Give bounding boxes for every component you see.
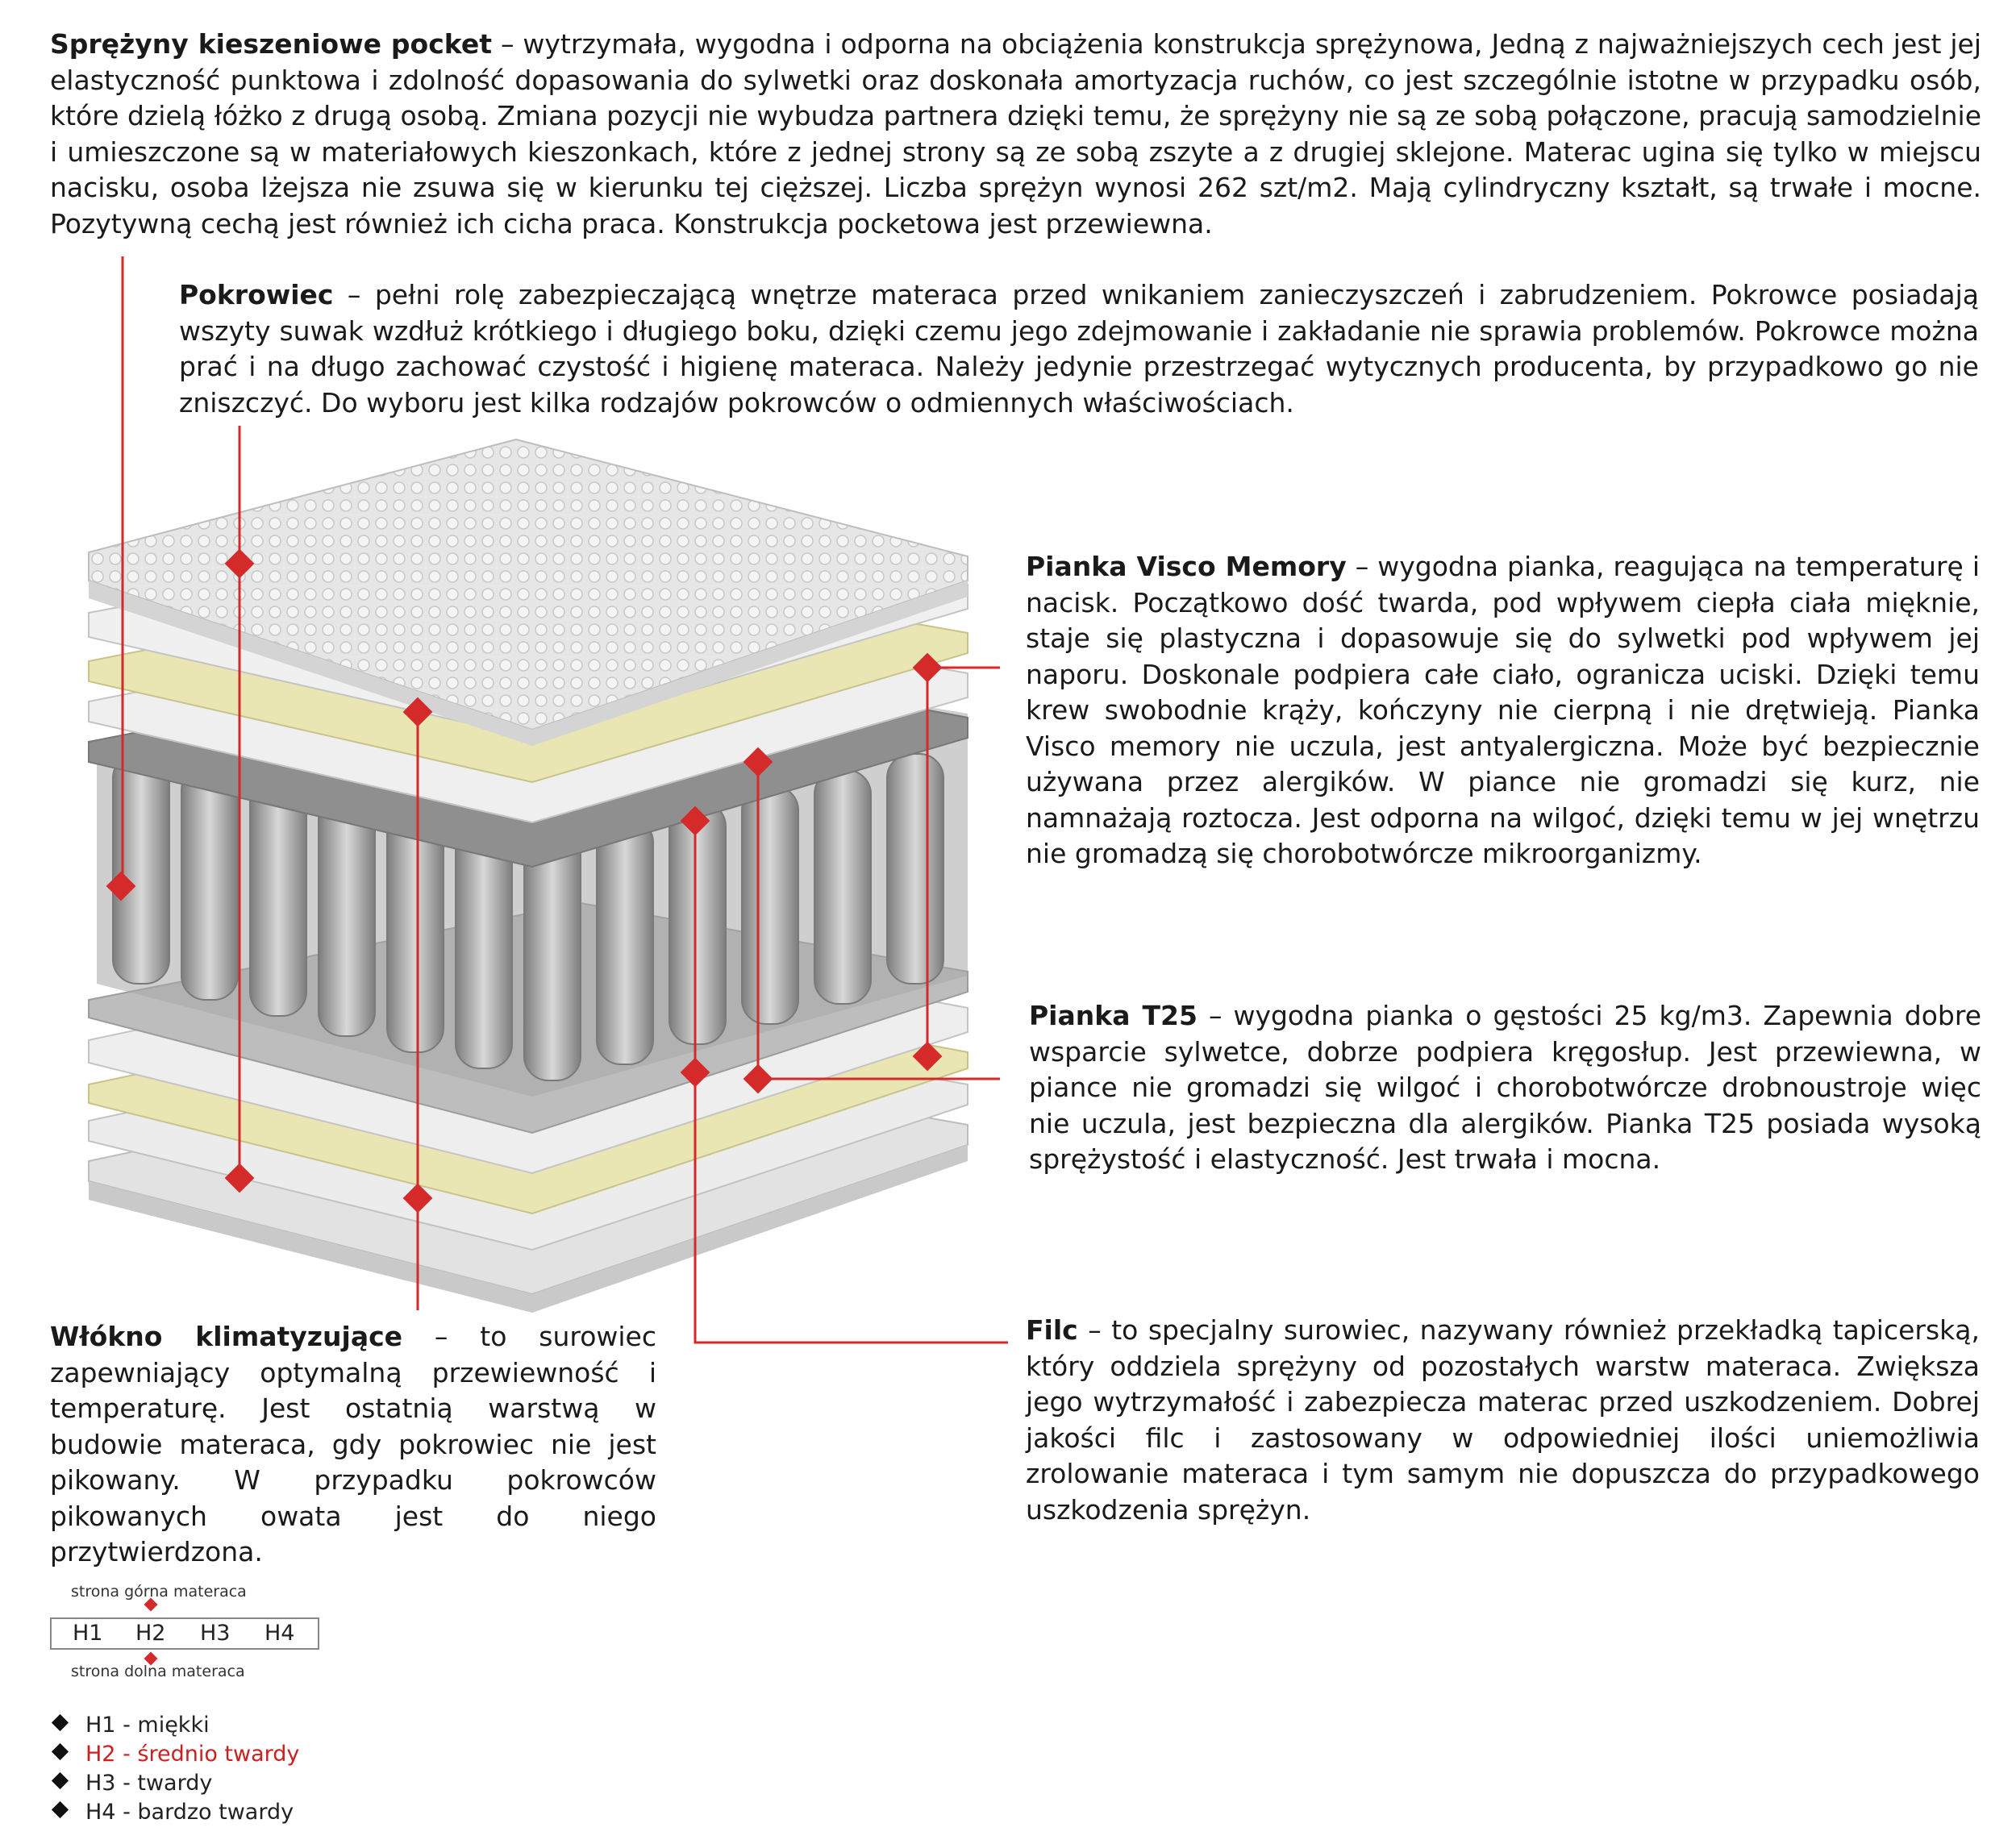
legend-diamond-icon [52,1772,69,1789]
legend-h1-text: H1 - miękki [85,1713,210,1738]
legend-diamond-icon [52,1743,69,1760]
felt-text: – to specjalny surowiec, nazywany również przekładką tapicerską, który oddziela sprężyny od pozostałych warstw materaca. Zwiększa jego wytrzymałość i zabezpiecza materac przed uszkodzeniem. Dobrej jakości filc i zastosowany w odpowiedniej ilości uniemożliwia zrolowanie materaca i tym samym nie dopuszcza do przypadkowego uszkodzenia sprężyn. [1026,1314,1980,1526]
firmness-h1: H1 [73,1621,103,1646]
firmness-top-label: strona górna materaca [71,1583,247,1601]
legend-h3-text: H3 - twardy [85,1771,213,1796]
cover-text: – pełni rolę zabezpieczającą wnętrze materaca przed wnikaniem zanieczyszczeń i zabrudzeniem. Pokrowce posiadają wszyty suwak wzdłuż krótkiego i długiego boku, dzięki czemu jego zdejmowanie i zakładanie nie sprawia problemów. Pokrowce można prać i na długo zachować czystość i higienę materaca. Należy jedynie przestrzegać wytycznych producenta, by przypadkowo go nie zniszczyć. Do wyboru jest kilka rodzajów pokrowców o odmiennych właściwościach. [179,279,1979,418]
legend-h2-text: H2 - średnio twardy [85,1742,300,1767]
firmness-h2: H2 [135,1621,166,1646]
legend-diamond-icon [52,1801,69,1818]
legend-h3 [50,1769,212,1798]
cover-title: Pokrowiec [179,279,334,310]
t25-title: Pianka T25 [1029,1000,1198,1031]
visco-title: Pianka Visco Memory [1026,551,1347,582]
springs-title: Sprężyny kieszeniowe pocket [50,28,492,60]
springs-text: – wytrzymała, wygodna i odporna na obciążenia konstrukcja sprężynowa, Jedną z najważniejszych cech jest jej elastyczność punktowa i zdolność dopasowania do sylwetki oraz doskonała amortyzacja ruchów, co jest szczególnie istotne w przypadku osób, które dzielą łóżko z drugą osobą. Zmiana pozycji nie wybudza partnera dzięki temu, że sprężyny nie są ze sobą połączone, pracują samodzielnie i umieszczone są w materiałowych kieszonkach, które z jednej strony są ze sobą zszyte a z drugiej sklejone. Materac ugina się tylko w miejscu nacisku, osoba lżejsza nie zsuwa się w kierunku tej cięższej. Liczba sprężyn wynosi 262 szt/m2. Mają cylindryczny kształt, są trwałe i mocne. Pozytywną cechą jest również ich cicha praca. Konstrukcja pocketowa jest przewiewna. [50,28,1981,239]
t25-text: – wygodna pianka o gęstości 25 kg/m3. Zapewnia dobre wsparcie sylwetce, dobrze podpiera kręgosłup. Jest przewiewna, w piance nie gromadzi się wilgoć i chorobotwórcze drobnoustroje więc nie uczula, jest bezpieczna dla alergików. Pianka T25 posiada wysoką sprężystość i elastyczność. Jest trwała i mocna. [1029,1000,1981,1175]
visco-text: – wygodna pianka, reagująca na temperaturę i nacisk. Początkowo dość twarda, pod wpływem ciepła ciała mięknie, staje się plastyczna i dopasowuje się do sylwetki pod wpływem jej naporu. Doskonale podpiera całe ciało, ogranicza uciski. Dzięki temu krew swobodnie krąży, kończyny nie cierpną i nie drętwieją. Pianka Visco memory nie uczula, jest antyalergiczna. Może być bezpiecznie używana przez alergików. W piance nie gromadzi się kurz, nie namnażają roztocza. Jest odporna na wilgoć, dzięki temu w jej wnętrzu nie gromadzą się chorobotwórcze mikroorganizmy. [1026,551,1980,869]
legend-h4-text: H4 - bardzo twardy [85,1800,294,1825]
fiber-text: – to surowiec zapewniający optymalną przewiewność i temperaturę. Jest ostatnią warstwą w budowie materaca, gdy pokrowiec nie jest pikowany. W przypadku pokrowców pikowanych owata jest do niego przytwierdzona. [50,1321,656,1567]
fiber-title: Włókno klimatyzujące [50,1321,403,1352]
firmness-h4: H4 [264,1621,295,1646]
legend-h4 [50,1798,294,1827]
legend-h1 [50,1711,210,1740]
firmness-h3: H3 [200,1621,231,1646]
legend-diamond-icon [52,1714,69,1731]
legend-h2 [50,1740,299,1769]
felt-title: Filc [1026,1314,1078,1346]
firmness-bottom-label: strona dolna materaca [71,1663,245,1680]
